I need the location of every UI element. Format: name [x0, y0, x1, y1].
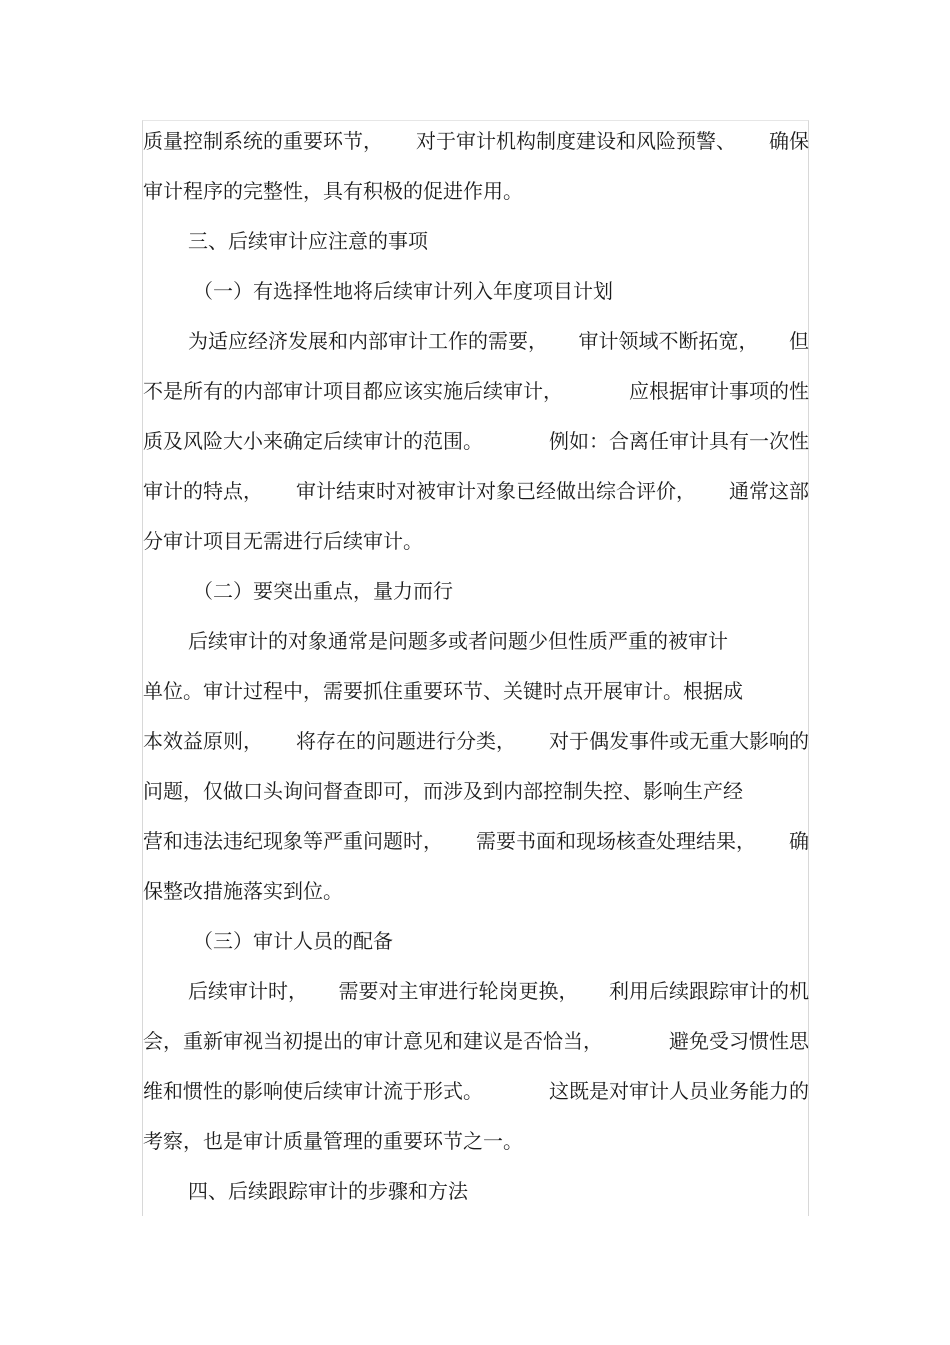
text-segment: 后续审计的对象通常是问题多或者问题少但性质严重的被审计 [188, 629, 728, 653]
text-segment: 对于偶发事件或无重大影响的 [549, 729, 809, 753]
text-segment: 利用后续跟踪审计的机 [609, 979, 809, 1003]
spacing [603, 1016, 669, 1066]
spacing [308, 966, 339, 1016]
text-line [143, 416, 809, 466]
text-segment: 质量控制系统的重要环节， [143, 129, 383, 153]
text-line [143, 316, 809, 366]
spacing [516, 716, 549, 766]
text-line [143, 266, 809, 316]
text-line [143, 566, 809, 616]
text-segment: 避免受习惯性思 [669, 1029, 809, 1053]
spacing [759, 316, 790, 366]
text-segment: 例如：合离任审计具有一次性 [549, 429, 809, 453]
spacing [483, 416, 549, 466]
text-line [143, 1016, 809, 1066]
text-line [143, 816, 809, 866]
spacing [579, 966, 610, 1016]
text-segment: 维和惯性的影响使后续审计流于形式。 [143, 1079, 483, 1103]
text-line [143, 1116, 809, 1166]
spacing [696, 466, 729, 516]
text-line [143, 966, 809, 1016]
text-line [143, 116, 809, 166]
text-segment: （三）审计人员的配备 [193, 929, 393, 953]
spacing [263, 716, 296, 766]
text-segment: 保整改措施落实到位。 [143, 879, 343, 903]
text-segment: 将存在的问题进行分类， [296, 729, 516, 753]
text-segment: 审计领域不断拓宽， [578, 329, 759, 353]
text-segment: 为适应经济发展和内部审计工作的需要， [188, 329, 548, 353]
text-line [143, 866, 809, 916]
spacing [383, 116, 416, 166]
text-line [143, 366, 809, 416]
text-line [143, 766, 809, 816]
text-segment: 通常这部 [729, 479, 809, 503]
text-line [143, 216, 809, 266]
text-line [143, 166, 809, 216]
text-segment: 需要对主审进行轮岗更换， [338, 979, 579, 1003]
text-segment: 审计的特点， [143, 479, 263, 503]
text-segment: 分审计项目无需进行后续审计。 [143, 529, 423, 553]
text-segment: 本效益原则， [143, 729, 263, 753]
text-segment: 三、后续审计应注意的事项 [188, 229, 428, 253]
text-segment: 质及风险大小来确定后续审计的范围。 [143, 429, 483, 453]
spacing [736, 116, 769, 166]
text-segment: 确保 [769, 129, 809, 153]
spacing [548, 316, 579, 366]
text-segment: 审计结束时对被审计对象已经做出综合评价， [296, 479, 696, 503]
text-segment: 应根据审计事项的性 [629, 379, 809, 403]
text-line [143, 1166, 809, 1216]
text-segment: 需要书面和现场核查处理结果， [476, 829, 756, 853]
text-segment: （二）要突出重点，量力而行 [193, 579, 453, 603]
spacing [563, 366, 629, 416]
spacing [443, 816, 476, 866]
text-segment: 会，重新审视当初提出的审计意见和建议是否恰当， [143, 1029, 603, 1053]
text-segment: 确 [789, 829, 809, 853]
spacing [483, 1066, 549, 1116]
text-line [143, 666, 809, 716]
spacing [263, 466, 296, 516]
text-segment: 单位。审计过程中，需要抓住重要环节、关键时点开展审计。根据成 [143, 679, 743, 703]
text-line [143, 1066, 809, 1116]
text-segment: 考察，也是审计质量管理的重要环节之一。 [143, 1129, 523, 1153]
text-line [143, 516, 809, 566]
text-segment: 四、后续跟踪审计的步骤和方法 [188, 1179, 468, 1203]
text-segment: 后续审计时， [188, 979, 308, 1003]
text-segment: 问题，仅做口头询问督查即可，而涉及到内部控制失控、影响生产经 [143, 779, 743, 803]
text-segment: 但 [789, 329, 809, 353]
text-line [143, 716, 809, 766]
text-segment: （一）有选择性地将后续审计列入年度项目计划 [193, 279, 613, 303]
text-segment: 不是所有的内部审计项目都应该实施后续审计， [143, 379, 563, 403]
text-segment: 这既是对审计人员业务能力的 [549, 1079, 809, 1103]
text-segment: 营和违法违纪现象等严重问题时， [143, 829, 443, 853]
text-line [143, 916, 809, 966]
spacing [756, 816, 789, 866]
document-body [143, 116, 809, 1216]
text-segment: 审计程序的完整性，具有积极的促进作用。 [143, 179, 523, 203]
text-line [143, 616, 809, 666]
text-segment: 对于审计机构制度建设和风险预警、 [416, 129, 736, 153]
text-line [143, 466, 809, 516]
